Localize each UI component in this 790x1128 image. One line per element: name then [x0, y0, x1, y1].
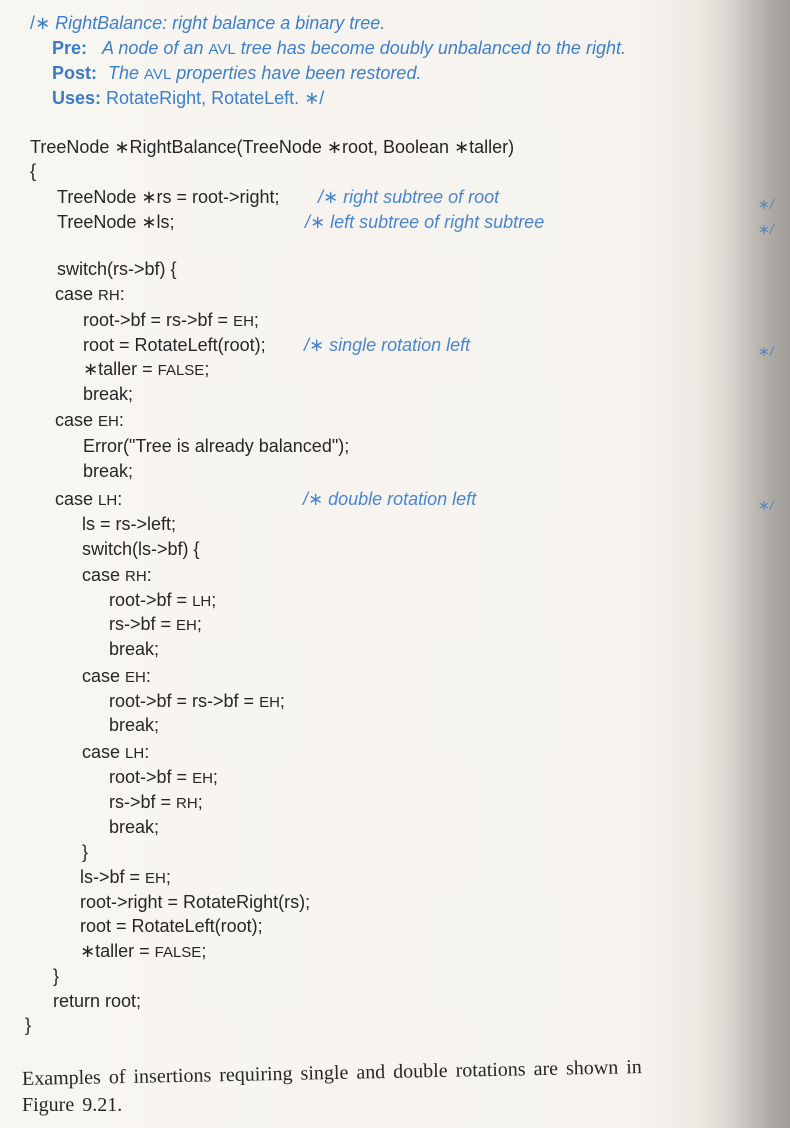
function-title: RightBalance: right balance a binary tree. [55, 13, 386, 33]
case-keyword: case [55, 410, 99, 430]
code-switch-outer: switch(rs->bf) { [57, 259, 177, 279]
code-line-ls: TreeNode ∗ls; [57, 212, 175, 232]
code-inner-lh-1 [109, 766, 218, 790]
code-switch-outer-close: } [53, 966, 60, 986]
code-line-rs: TreeNode ∗rs = root->right; [57, 187, 280, 207]
code-text: ls->bf = [80, 867, 146, 887]
code-const: EH [176, 617, 197, 634]
code-text: ∗taller = [83, 359, 158, 379]
code-signature: TreeNode ∗RightBalance(TreeNode ∗root, Boolean ∗taller) [30, 137, 515, 157]
uses-text: RotateRight, RotateLeft. [106, 88, 300, 108]
code-inner-break-3: break; [109, 817, 160, 837]
code-semicolon: ; [165, 867, 171, 887]
comment-ls: /∗ left subtree of right subtree [305, 212, 545, 232]
case-colon: : [117, 489, 123, 509]
case-keyword: case [82, 666, 126, 686]
prose-line-2: Figure 9.21. [22, 1094, 123, 1116]
comment-double-rotation: /∗ double rotation left [303, 489, 477, 509]
case-value: EH [125, 669, 146, 686]
pre-text-b: tree has become doubly unbalanced to the right. [235, 38, 626, 58]
code-case-rh [55, 283, 125, 307]
case-keyword: case [82, 742, 126, 762]
code-inner-switch-close: } [82, 842, 89, 862]
case-value: EH [98, 413, 119, 430]
code-const: FALSE [157, 362, 205, 379]
code-rh-rotate: root = RotateLeft(root); [83, 335, 266, 355]
code-inner-case-rh [82, 564, 152, 588]
code-text: root->bf = [109, 590, 193, 610]
uses-label: Uses: [52, 88, 102, 108]
case-colon: : [144, 742, 150, 762]
case-colon: : [146, 565, 152, 585]
comment-end-double: ∗/ [758, 497, 774, 513]
code-return: return root; [53, 991, 142, 1011]
code-semicolon: ; [279, 691, 285, 711]
code-text: rs->bf = [109, 614, 177, 634]
case-keyword: case [55, 284, 99, 304]
code-semicolon: ; [211, 590, 217, 610]
code-text: ∗taller = [80, 941, 155, 961]
code-case-eh [55, 409, 124, 433]
pre-avl: AVL [208, 41, 236, 58]
code-const: LH [192, 593, 212, 610]
code-rh-assign [83, 309, 259, 333]
case-value: LH [125, 745, 145, 762]
case-keyword: case [82, 565, 126, 585]
code-inner-break-1: break; [109, 639, 160, 659]
comment-single-rotation: /∗ single rotation left [304, 335, 471, 355]
comment-end-ls: ∗/ [758, 221, 774, 237]
code-brace-close: } [25, 1015, 32, 1035]
code-rotate-left: root = RotateLeft(root); [80, 916, 263, 936]
code-taller [80, 940, 206, 964]
comment-end-single: ∗/ [758, 343, 774, 359]
code-const: RH [176, 795, 198, 812]
code-const: EH [145, 870, 166, 887]
case-colon: : [118, 410, 124, 430]
code-text: rs->bf = [109, 792, 177, 812]
code-break-1: break; [83, 384, 134, 404]
code-inner-lh-2 [109, 791, 203, 815]
pre-label: Pre: [52, 38, 88, 58]
code-inner-case-lh [82, 741, 149, 765]
code-ls-assign: ls = rs->left; [82, 514, 177, 534]
case-value: LH [98, 492, 118, 509]
post-avl: AVL [144, 66, 172, 83]
case-value: RH [98, 287, 120, 304]
code-text: root->bf = [109, 767, 193, 787]
code-semicolon: ; [201, 941, 207, 961]
header-pre-line [52, 37, 626, 61]
case-keyword: case [55, 489, 99, 509]
code-semicolon: ; [204, 359, 210, 379]
case-colon: : [145, 666, 151, 686]
case-value: RH [125, 568, 147, 585]
code-semicolon: ; [197, 792, 203, 812]
header-post-line [52, 62, 421, 86]
code-semicolon: ; [196, 614, 202, 634]
code-const: EH [233, 313, 254, 330]
prose-line-1: Examples of insertions requiring single and double rotations are shown in [21, 1056, 642, 1090]
code-rh-taller [83, 358, 209, 382]
comment-end-rs: ∗/ [758, 196, 774, 212]
code-const: EH [259, 694, 280, 711]
post-text-a: The [108, 63, 145, 83]
code-text: root->bf = rs->bf = [109, 691, 260, 711]
code-text: root->bf = rs->bf = [83, 310, 234, 330]
comment-close: ∗/ [304, 88, 325, 108]
pre-text-a: A node of an [102, 38, 209, 58]
code-inner-case-eh [82, 665, 151, 689]
code-inner-rh-2 [109, 613, 202, 637]
code-ls-bf [80, 866, 171, 890]
comment-open: /∗ [30, 13, 51, 33]
comment-rs: /∗ right subtree of root [318, 187, 500, 207]
code-semicolon: ; [253, 310, 259, 330]
code-switch-inner: switch(ls->bf) { [82, 539, 200, 559]
header-uses-line [52, 87, 324, 109]
code-brace-open: { [30, 161, 37, 181]
case-colon: : [119, 284, 125, 304]
code-case-lh [55, 488, 122, 512]
code-break-2: break; [83, 461, 134, 481]
code-error: Error("Tree is already balanced"); [83, 436, 350, 456]
code-rotate-right: root->right = RotateRight(rs); [80, 892, 311, 912]
code-inner-rh-1 [109, 589, 216, 613]
code-inner-break-2: break; [109, 715, 160, 735]
code-const: FALSE [154, 944, 202, 961]
post-text-b: properties have been restored. [171, 63, 422, 83]
post-label: Post: [52, 63, 97, 83]
code-semicolon: ; [212, 767, 218, 787]
code-const: EH [192, 770, 213, 787]
header-title-line [30, 12, 385, 34]
code-inner-eh-1 [109, 690, 285, 714]
